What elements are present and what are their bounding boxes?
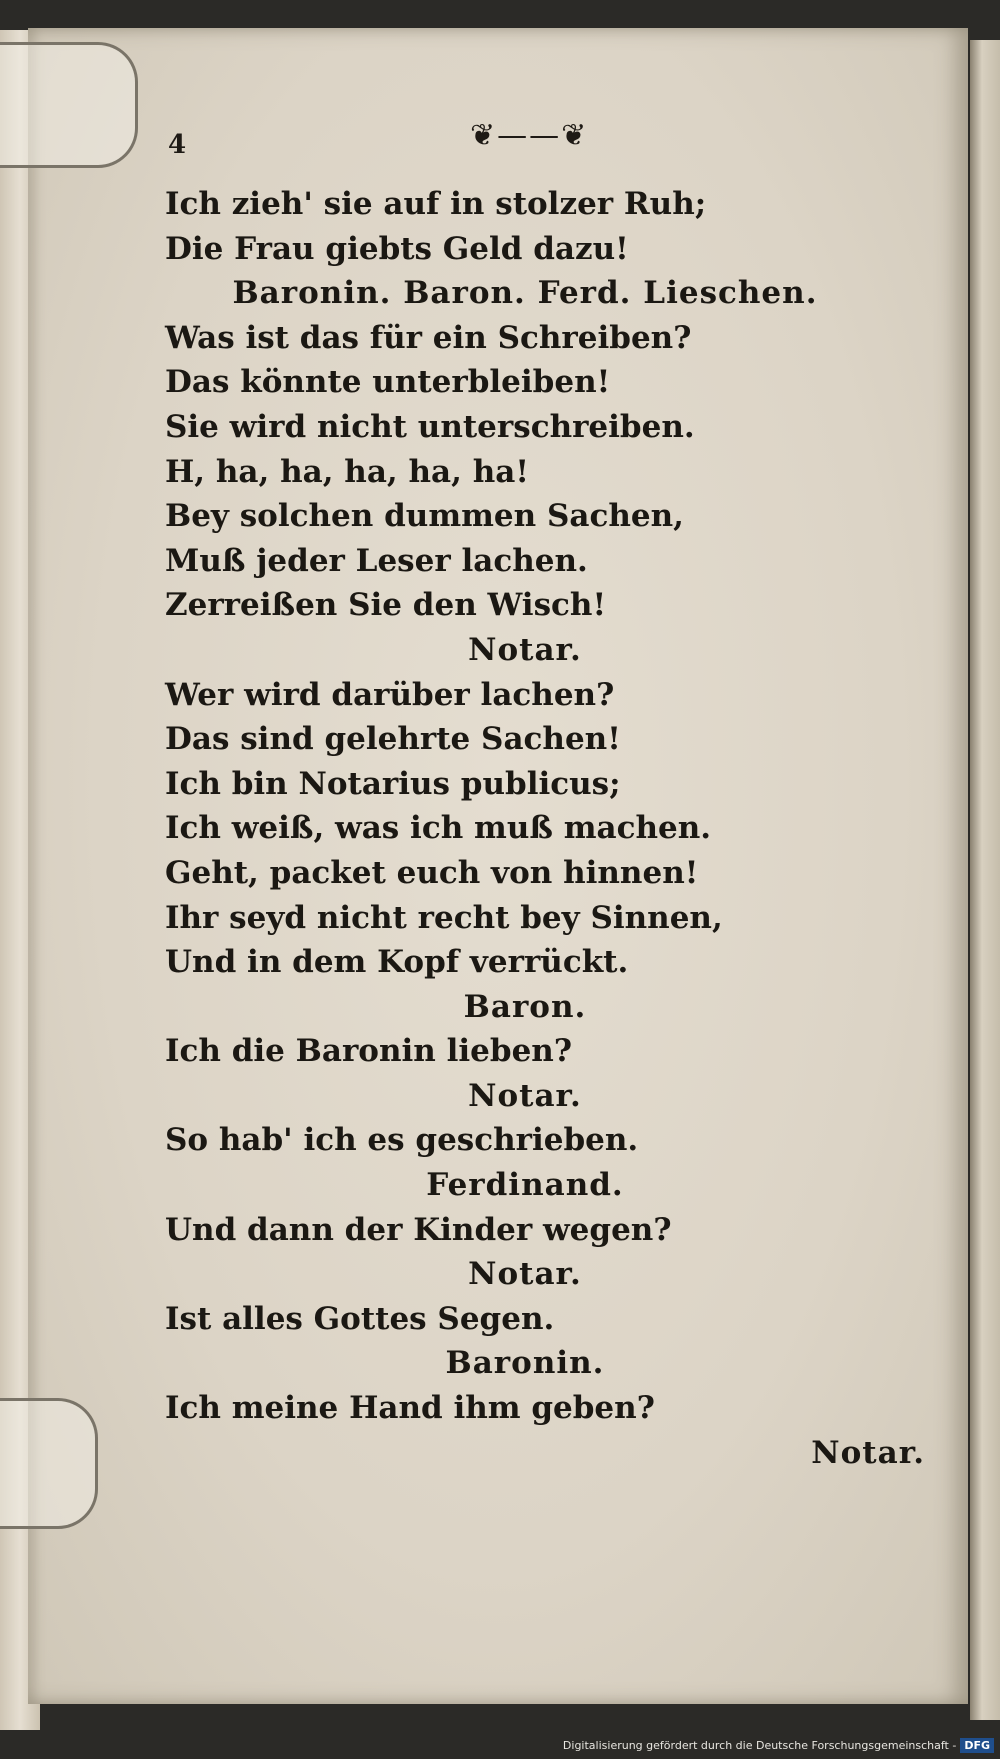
dfg-logo: DFG bbox=[960, 1738, 994, 1753]
verse-line: Ist alles Gottes Segen. bbox=[165, 1300, 555, 1337]
verse-line: H, ha, ha, ha, ha, ha! bbox=[165, 453, 529, 490]
verse-line: So hab' ich es geschrieben. bbox=[165, 1122, 639, 1159]
header-ornament: ❦——❦ bbox=[470, 118, 589, 153]
verse-line: Zerreißen Sie den Wisch! bbox=[165, 587, 607, 624]
verse-line: Ich die Baronin lieben? bbox=[165, 1033, 572, 1070]
speaker-name: Baron. bbox=[463, 988, 587, 1025]
verse-line: Muß jeder Leser lachen. bbox=[165, 542, 588, 579]
catchword: Notar. bbox=[811, 1434, 925, 1471]
verse-line: Ihr seyd nicht recht bey Sinnen, bbox=[165, 899, 723, 936]
verse-line: Sie wird nicht unterschreiben. bbox=[165, 408, 695, 445]
speaker-name: Baronin. Baron. Ferd. Lieschen. bbox=[232, 275, 818, 312]
speaker-name: Baronin. bbox=[445, 1345, 605, 1382]
page-edge bbox=[970, 40, 1000, 1720]
verse-line: Das sind gelehrte Sachen! bbox=[165, 721, 621, 758]
speaker-name: Ferdinand. bbox=[426, 1167, 624, 1204]
speaker-name: Notar. bbox=[468, 1256, 582, 1293]
page-clip-bottom bbox=[0, 1398, 98, 1529]
verse-line: Und in dem Kopf verrückt. bbox=[165, 944, 629, 981]
verse-line: Ich zieh' sie auf in stolzer Ruh; bbox=[165, 186, 707, 222]
speaker-name: Notar. bbox=[468, 1077, 582, 1114]
page-number: 4 bbox=[168, 130, 187, 160]
verse-line: Ich weiß, was ich muß machen. bbox=[165, 810, 712, 847]
footer-credit bbox=[563, 1738, 994, 1753]
libretto-text bbox=[165, 182, 925, 1475]
verse-line: Und dann der Kinder wegen? bbox=[165, 1211, 672, 1248]
verse-line: Was ist das für ein Schreiben? bbox=[165, 319, 692, 356]
verse-line: Wer wird darüber lachen? bbox=[165, 676, 615, 713]
footer-credit-text: Digitalisierung gefördert durch die Deutsche Forschungsgemeinschaft - bbox=[562, 1739, 957, 1752]
verse-line: Bey solchen dummen Sachen, bbox=[165, 498, 684, 535]
verse-line: Geht, packet euch von hinnen! bbox=[165, 854, 699, 891]
verse-line: Das könnte unterbleiben! bbox=[165, 364, 611, 401]
speaker-name: Notar. bbox=[468, 631, 582, 668]
verse-line: Ich meine Hand ihm geben? bbox=[165, 1390, 655, 1427]
verse-line: Ich bin Notarius publicus; bbox=[165, 765, 621, 802]
page-clip-top bbox=[0, 42, 138, 168]
verse-line: Die Frau giebts Geld dazu! bbox=[165, 230, 629, 267]
